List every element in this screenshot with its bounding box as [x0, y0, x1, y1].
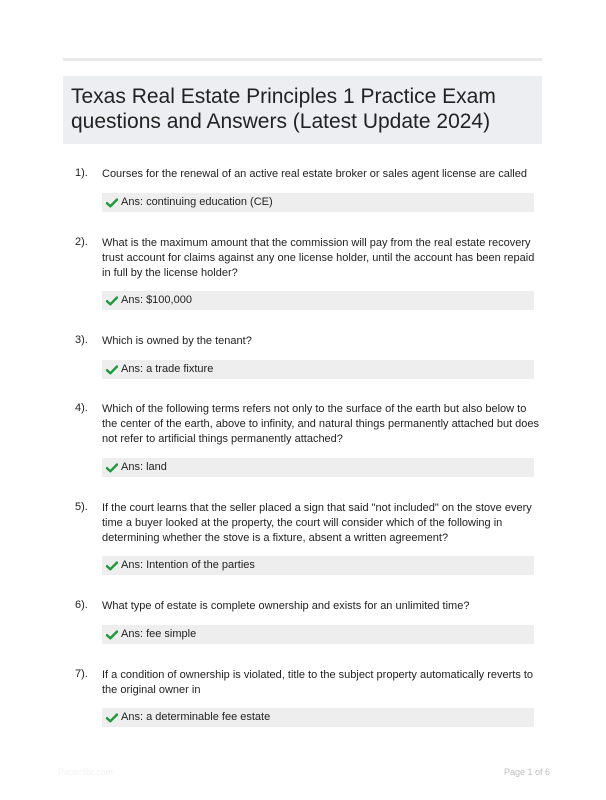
question-number: 1). [75, 167, 88, 179]
page-title: Texas Real Estate Principles 1 Practice Exam questions and Answers (Latest Update 2024) [71, 85, 496, 133]
question-text: If the court learns that the seller placed a sign that said "not included" on the stove every time a buyer looked at the property, the court will consider which of the following in determining whether the stove is a fixture, absent a written agreement? [102, 502, 532, 544]
question-text: What is the maximum amount that the commission will pay from the real estate recovery trust account for claims against any one license holder, until the account has been repaid in full by the license holder? [102, 237, 535, 279]
question-number: 2). [75, 236, 88, 248]
answer-box [102, 708, 534, 727]
answer-text: Ans: land [121, 461, 167, 473]
check-icon [106, 713, 118, 723]
footer-site: Paperlibr.com [58, 767, 114, 777]
check-icon [106, 198, 118, 208]
answer-box [102, 360, 534, 379]
answer-text: Ans: continuing education (CE) [121, 196, 273, 208]
question-number: 5). [75, 501, 88, 513]
top-divider [63, 58, 542, 61]
question-number: 4). [75, 402, 88, 414]
answer-box [102, 193, 534, 212]
answer-text: Ans: Intention of the parties [121, 559, 255, 571]
answer-text: Ans: fee simple [121, 628, 197, 640]
answer-text: Ans: a determinable fee estate [121, 711, 271, 723]
check-icon [106, 365, 118, 375]
check-icon [106, 296, 118, 306]
footer-page-number: Page 1 of 6 [503, 767, 550, 777]
question-text: What type of estate is complete ownership and exists for an unlimited time? [102, 600, 470, 612]
check-icon [106, 630, 118, 640]
answer-box [102, 556, 534, 575]
question-text: Which of the following terms refers not only to the surface of the earth but also below to the center of the earth, above to infinity, and natural things permanently attached but does not refer to artificial things permanently attached? [102, 403, 540, 445]
question-number: 6). [75, 599, 88, 611]
check-icon [106, 463, 118, 473]
answer-text: Ans: a trade fixture [121, 363, 214, 375]
answer-box [102, 625, 534, 644]
question-text: Which is owned by the tenant? [102, 335, 252, 347]
question-text: Courses for the renewal of an active real estate broker or sales agent license are called [102, 168, 527, 180]
question-number: 7). [75, 668, 88, 680]
answer-box [102, 458, 534, 477]
question-number: 3). [75, 334, 88, 346]
answer-box [102, 291, 534, 310]
check-icon [106, 561, 118, 571]
answer-text: Ans: $100,000 [121, 294, 192, 306]
title-banner [63, 76, 542, 144]
question-text: If a condition of ownership is violated, title to the subject property automatically reverts to the original owner in [102, 669, 534, 696]
